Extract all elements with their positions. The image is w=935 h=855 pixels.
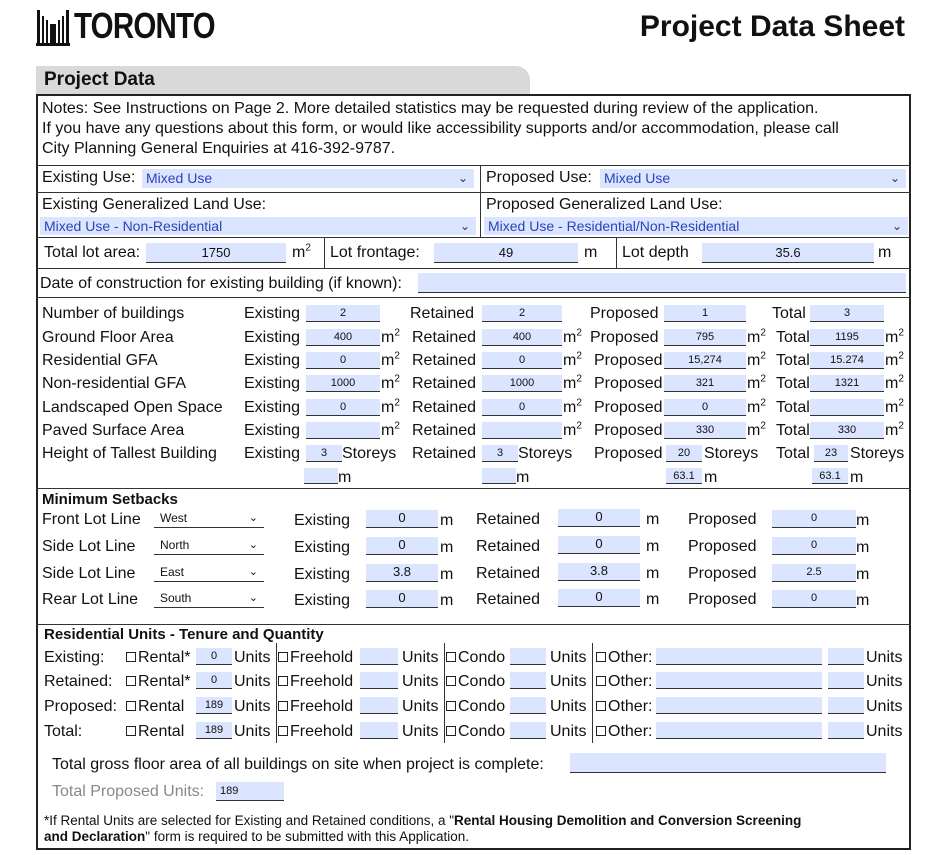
- col-total-label: Total: [776, 329, 810, 346]
- unit-m2: $m^2$: [563, 327, 582, 346]
- freehold-checkbox[interactable]: Freehold: [278, 649, 353, 667]
- stat-proposed-input[interactable]: 1: [664, 305, 746, 322]
- construction-date-input[interactable]: [418, 273, 906, 293]
- unit-m2: $m^2$: [381, 397, 400, 416]
- unit-m: m: [856, 566, 870, 583]
- unit-m2: $m^2$: [885, 397, 904, 416]
- rental-checkbox[interactable]: Rental: [126, 723, 184, 741]
- other-units-input[interactable]: [828, 697, 864, 714]
- units-row-label: Retained:: [44, 673, 113, 690]
- unit-storeys: Storeys: [850, 445, 905, 462]
- logo-text: TORONTO: [74, 5, 215, 46]
- lot-frontage-label: Lot frontage:: [330, 244, 420, 261]
- stat-label: Landscaped Open Space: [42, 399, 223, 416]
- total-proposed-units-label: Total Proposed Units:: [52, 783, 205, 800]
- units-label: Units: [550, 673, 587, 690]
- height-m-retained[interactable]: [482, 468, 516, 484]
- stat-total-input[interactable]: [810, 399, 884, 416]
- unit-m2: $m^2$: [747, 350, 766, 369]
- chevron-down-icon: ⌄: [457, 171, 468, 185]
- stat-retained-input[interactable]: 1000: [482, 375, 562, 392]
- proposed-gen-land-use-label: Proposed Generalized Land Use:: [486, 196, 723, 213]
- unit-m: m: [440, 592, 454, 609]
- stat-proposed-input[interactable]: 15,274: [664, 352, 746, 369]
- units-row-label: Proposed:: [44, 698, 117, 715]
- col-proposed-label: Proposed: [590, 329, 659, 346]
- other-type-input[interactable]: [656, 648, 822, 665]
- stat-label: Paved Surface Area: [42, 422, 185, 439]
- units-label: Units: [234, 649, 271, 666]
- setback-existing-input[interactable]: 0: [366, 590, 438, 608]
- col-existing-label: Existing: [244, 305, 301, 322]
- unit-m: m: [856, 592, 870, 609]
- setback-existing-input[interactable]: 3.8: [366, 564, 438, 582]
- stat-retained-input[interactable]: 0: [482, 399, 562, 416]
- existing-use-label: Existing Use:: [42, 169, 136, 186]
- setback-direction-select[interactable]: [154, 564, 264, 582]
- units-label: Units: [402, 649, 439, 666]
- proposed-gen-land-use-select[interactable]: [484, 217, 908, 235]
- unit-m2: $m^2$: [747, 373, 766, 392]
- unit-m: m: [646, 538, 660, 555]
- setback-label: Side Lot Line: [42, 565, 136, 582]
- chevron-down-icon: ⌄: [889, 171, 900, 185]
- setback-retained-input[interactable]: 0: [558, 536, 640, 554]
- height-m-proposed[interactable]: 63.1: [666, 468, 702, 484]
- setback-proposed-input[interactable]: 0: [772, 590, 856, 608]
- setback-retained-input[interactable]: 3.8: [558, 563, 640, 581]
- unit-m: m: [850, 469, 864, 486]
- freehold-checkbox[interactable]: Freehold: [278, 698, 353, 716]
- units-label: Units: [402, 698, 439, 715]
- lot-area-label: Total lot area:: [44, 244, 141, 261]
- chevron-down-icon: ⌄: [248, 566, 258, 578]
- unit-m: m: [646, 511, 660, 528]
- units-label: Units: [234, 698, 271, 715]
- unit-m2: $m^2$: [381, 373, 400, 392]
- stat-proposed-input[interactable]: 20: [666, 445, 702, 462]
- stat-proposed-input[interactable]: 0: [664, 399, 746, 416]
- setback-direction-value: West: [160, 511, 188, 525]
- footnote: *If Rental Units are selected for Existing and Retained conditions, a "Rental Housing Demolition and Conversion Screening and Declaration" form is required to be submitted with this Application.: [44, 813, 802, 844]
- unit-m2: $m^2$: [381, 420, 400, 439]
- col-existing-label: Existing: [294, 592, 351, 609]
- setback-direction-select[interactable]: [154, 590, 264, 608]
- existing-gen-land-use-select[interactable]: [40, 217, 476, 235]
- lot-depth-label: Lot depth: [622, 244, 689, 261]
- stat-retained-input[interactable]: 400: [482, 329, 562, 346]
- unit-m2: $m^2$: [747, 420, 766, 439]
- other-units-input[interactable]: [828, 648, 864, 665]
- chevron-down-icon: ⌄: [248, 512, 258, 524]
- unit-m: m: [338, 469, 352, 486]
- unit-storeys: Storeys: [704, 445, 759, 462]
- stat-proposed-input[interactable]: 321: [664, 375, 746, 392]
- setback-direction-value: South: [160, 591, 192, 605]
- unit-m: m: [440, 566, 454, 583]
- stat-existing-input[interactable]: 1000: [306, 375, 380, 392]
- unit-m2: $m^2$: [747, 327, 766, 346]
- unit-m2: $m^2$: [381, 350, 400, 369]
- setback-retained-input[interactable]: 0: [558, 589, 640, 607]
- stat-retained-input[interactable]: 3: [482, 445, 518, 462]
- other-type-input[interactable]: [656, 722, 822, 739]
- unit-m: m: [516, 469, 530, 486]
- freehold-units-input[interactable]: [360, 672, 398, 689]
- col-retained-label: Retained: [476, 511, 541, 528]
- unit-storeys: Storeys: [342, 445, 397, 462]
- unit-m2: $m^2$: [563, 350, 582, 369]
- stat-existing-input[interactable]: 0: [306, 399, 380, 416]
- existing-gen-land-use-value: Mixed Use - Non-Residential: [44, 218, 223, 234]
- col-proposed-label: Proposed: [688, 565, 757, 582]
- total-gfa-label: Total gross floor area of all buildings on site when project is complete:: [52, 756, 544, 773]
- setback-proposed-input[interactable]: 0: [772, 537, 856, 555]
- units-row-label: Existing:: [44, 649, 105, 666]
- unit-storeys: Storeys: [518, 445, 573, 462]
- total-gfa-input[interactable]: [570, 753, 886, 773]
- other-checkbox[interactable]: Other:: [596, 673, 652, 691]
- setback-label: Side Lot Line: [42, 538, 136, 555]
- unit-m: m: [856, 512, 870, 529]
- rental-units-input[interactable]: 0: [196, 648, 232, 665]
- proposed-use-value: Mixed Use: [604, 170, 671, 186]
- notes-line-1: Notes: See Instructions on Page 2. More detailed statistics may be requested during review of the application.: [42, 100, 819, 117]
- condo-checkbox[interactable]: Condo: [446, 698, 505, 716]
- stat-total-input[interactable]: 3: [810, 305, 884, 322]
- proposed-use-select[interactable]: [600, 169, 906, 188]
- rental-units-input[interactable]: 189: [196, 697, 232, 714]
- setback-direction-select[interactable]: [154, 510, 264, 528]
- col-existing-label: Existing: [244, 329, 301, 346]
- city-hall-icon: [36, 6, 70, 46]
- unit-m: m: [646, 565, 660, 582]
- proposed-use-label: Proposed Use:: [486, 169, 592, 186]
- col-existing-label: Existing: [294, 512, 351, 529]
- other-units-input[interactable]: [828, 672, 864, 689]
- col-retained-label: Retained: [412, 352, 477, 369]
- col-proposed-label: Proposed: [688, 591, 757, 608]
- setback-proposed-input[interactable]: 0: [772, 510, 856, 528]
- setback-proposed-input[interactable]: 2.5: [772, 564, 856, 582]
- units-label: Units: [866, 673, 903, 690]
- condo-units-input[interactable]: [510, 672, 546, 689]
- condo-checkbox[interactable]: Condo: [446, 649, 505, 667]
- height-m-total[interactable]: 63.1: [812, 468, 848, 484]
- unit-m2: $m^2$: [747, 397, 766, 416]
- units-label: Units: [402, 673, 439, 690]
- units-title: Residential Units - Tenure and Quantity: [44, 626, 324, 643]
- lot-depth-input[interactable]: 35.6: [702, 243, 874, 263]
- notes-line-3: City Planning General Enquiries at 416-392-9787.: [42, 140, 396, 157]
- col-existing-label: Existing: [294, 566, 351, 583]
- proposed-gen-land-use-value: Mixed Use - Residential/Non-Residential: [488, 218, 740, 234]
- stat-existing-input[interactable]: 400: [306, 329, 380, 346]
- toronto-logo: [36, 4, 246, 48]
- unit-m: m: [440, 539, 454, 556]
- col-total-label: Total: [776, 445, 810, 462]
- col-existing-label: Existing: [244, 399, 301, 416]
- col-existing-label: Existing: [244, 352, 301, 369]
- stat-total-input[interactable]: 1195: [810, 329, 884, 346]
- rental-units-input[interactable]: 189: [196, 722, 232, 739]
- stat-retained-input[interactable]: [482, 422, 562, 439]
- condo-units-input[interactable]: [510, 648, 546, 665]
- chevron-down-icon: ⌄: [891, 219, 902, 233]
- stat-total-input[interactable]: 330: [810, 422, 884, 439]
- unit-m: m: [704, 469, 718, 486]
- col-proposed-label: Proposed: [594, 352, 663, 369]
- freehold-units-input[interactable]: [360, 722, 398, 739]
- condo-units-input[interactable]: [510, 722, 546, 739]
- total-proposed-units-value: 189: [216, 782, 284, 801]
- col-proposed-label: Proposed: [594, 375, 663, 392]
- stat-total-input[interactable]: 1321: [810, 375, 884, 392]
- col-retained-label: Retained: [476, 591, 541, 608]
- lot-depth-unit: m: [878, 244, 892, 261]
- stat-total-input[interactable]: 15.274: [810, 352, 884, 369]
- unit-m2: $m^2$: [563, 397, 582, 416]
- unit-m: m: [440, 512, 454, 529]
- col-retained-label: Retained: [410, 305, 475, 322]
- setback-retained-input[interactable]: 0: [558, 509, 640, 527]
- col-proposed-label: Proposed: [594, 445, 663, 462]
- chevron-down-icon: ⌄: [248, 539, 258, 551]
- col-existing-label: Existing: [244, 445, 301, 462]
- units-label: Units: [866, 723, 903, 740]
- col-total-label: Total: [772, 305, 806, 322]
- other-type-input[interactable]: [656, 697, 822, 714]
- existing-use-select[interactable]: [142, 169, 474, 188]
- units-label: Units: [234, 723, 271, 740]
- existing-use-value: Mixed Use: [146, 170, 213, 186]
- freehold-checkbox[interactable]: Freehold: [278, 673, 353, 691]
- col-retained-label: Retained: [412, 329, 477, 346]
- freehold-units-input[interactable]: [360, 648, 398, 665]
- units-label: Units: [866, 698, 903, 715]
- col-retained-label: Retained: [412, 445, 477, 462]
- stat-label: Ground Floor Area: [42, 329, 174, 346]
- stat-existing-input[interactable]: 3: [306, 445, 342, 462]
- stat-label: Number of buildings: [42, 305, 185, 322]
- lot-area-unit: $m^2$: [292, 242, 311, 261]
- condo-units-input[interactable]: [510, 697, 546, 714]
- stat-retained-input[interactable]: 0: [482, 352, 562, 369]
- lot-frontage-unit: m: [584, 244, 598, 261]
- unit-m: m: [646, 591, 660, 608]
- col-proposed-label: Proposed: [688, 511, 757, 528]
- other-units-input[interactable]: [828, 722, 864, 739]
- col-total-label: Total: [776, 422, 810, 439]
- chevron-down-icon: ⌄: [248, 592, 258, 604]
- units-label: Units: [550, 723, 587, 740]
- stat-label: Height of Tallest Building: [42, 445, 217, 462]
- stat-existing-input[interactable]: 2: [306, 305, 380, 322]
- stat-label: Residential GFA: [42, 352, 158, 369]
- unit-m2: $m^2$: [885, 350, 904, 369]
- construction-date-label: Date of construction for existing building (if known):: [40, 275, 402, 292]
- col-total-label: Total: [776, 375, 810, 392]
- rental-units-input[interactable]: 0: [196, 672, 232, 689]
- notes-line-2: If you have any questions about this form, or would like accessibility supports and/or accommodation, please call: [42, 120, 839, 137]
- stat-proposed-input[interactable]: 795: [664, 329, 746, 346]
- other-checkbox[interactable]: Other:: [596, 723, 652, 741]
- units-label: Units: [550, 649, 587, 666]
- other-checkbox[interactable]: Other:: [596, 649, 652, 667]
- rental-checkbox[interactable]: Rental: [126, 698, 184, 716]
- height-m-existing[interactable]: [304, 468, 338, 484]
- freehold-units-input[interactable]: [360, 697, 398, 714]
- setbacks-title: Minimum Setbacks: [42, 491, 178, 508]
- setback-label: Front Lot Line: [42, 511, 141, 528]
- units-row-label: Total:: [44, 723, 83, 740]
- col-retained-label: Retained: [412, 375, 477, 392]
- col-total-label: Total: [776, 399, 810, 416]
- freehold-checkbox[interactable]: Freehold: [278, 723, 353, 741]
- stat-existing-input[interactable]: 0: [306, 352, 380, 369]
- unit-m2: $m^2$: [885, 327, 904, 346]
- other-checkbox[interactable]: Other:: [596, 698, 652, 716]
- col-proposed-label: Proposed: [594, 422, 663, 439]
- rental-checkbox[interactable]: Rental*: [126, 649, 190, 667]
- lot-frontage-input[interactable]: 49: [434, 243, 578, 263]
- units-label: Units: [234, 673, 271, 690]
- stat-label: Non-residential GFA: [42, 375, 187, 392]
- other-type-input[interactable]: [656, 672, 822, 689]
- col-proposed-label: Proposed: [590, 305, 659, 322]
- units-label: Units: [402, 723, 439, 740]
- col-retained-label: Retained: [412, 422, 477, 439]
- setback-direction-select[interactable]: [154, 537, 264, 555]
- units-label: Units: [866, 649, 903, 666]
- col-retained-label: Retained: [412, 399, 477, 416]
- setback-existing-input[interactable]: 0: [366, 510, 438, 528]
- setback-label: Rear Lot Line: [42, 591, 139, 608]
- chevron-down-icon: ⌄: [459, 219, 470, 233]
- col-retained-label: Retained: [476, 565, 541, 582]
- unit-m: m: [856, 539, 870, 556]
- setback-direction-value: North: [160, 538, 190, 552]
- col-existing-label: Existing: [244, 375, 301, 392]
- unit-m2: $m^2$: [885, 373, 904, 392]
- unit-m2: $m^2$: [563, 373, 582, 392]
- col-proposed-label: Proposed: [594, 399, 663, 416]
- lot-area-input[interactable]: 1750: [146, 243, 286, 263]
- unit-m2: $m^2$: [885, 420, 904, 439]
- unit-m2: $m^2$: [563, 420, 582, 439]
- units-label: Units: [550, 698, 587, 715]
- stat-total-input[interactable]: 23: [814, 445, 848, 462]
- condo-checkbox[interactable]: Condo: [446, 723, 505, 741]
- setback-existing-input[interactable]: 0: [366, 537, 438, 555]
- page-title: Project Data Sheet: [639, 10, 905, 43]
- condo-checkbox[interactable]: Condo: [446, 673, 505, 691]
- col-total-label: Total: [776, 352, 810, 369]
- rental-checkbox[interactable]: Rental*: [126, 673, 190, 691]
- stat-proposed-input[interactable]: 330: [664, 422, 746, 439]
- stat-retained-input[interactable]: 2: [482, 305, 562, 322]
- col-proposed-label: Proposed: [688, 538, 757, 555]
- unit-m2: $m^2$: [381, 327, 400, 346]
- col-existing-label: Existing: [294, 539, 351, 556]
- existing-gen-land-use-label: Existing Generalized Land Use:: [42, 196, 267, 213]
- stat-existing-input[interactable]: [306, 422, 380, 439]
- col-existing-label: Existing: [244, 422, 301, 439]
- section-title: Project Data: [36, 66, 530, 94]
- col-retained-label: Retained: [476, 538, 541, 555]
- setback-direction-value: East: [160, 565, 185, 579]
